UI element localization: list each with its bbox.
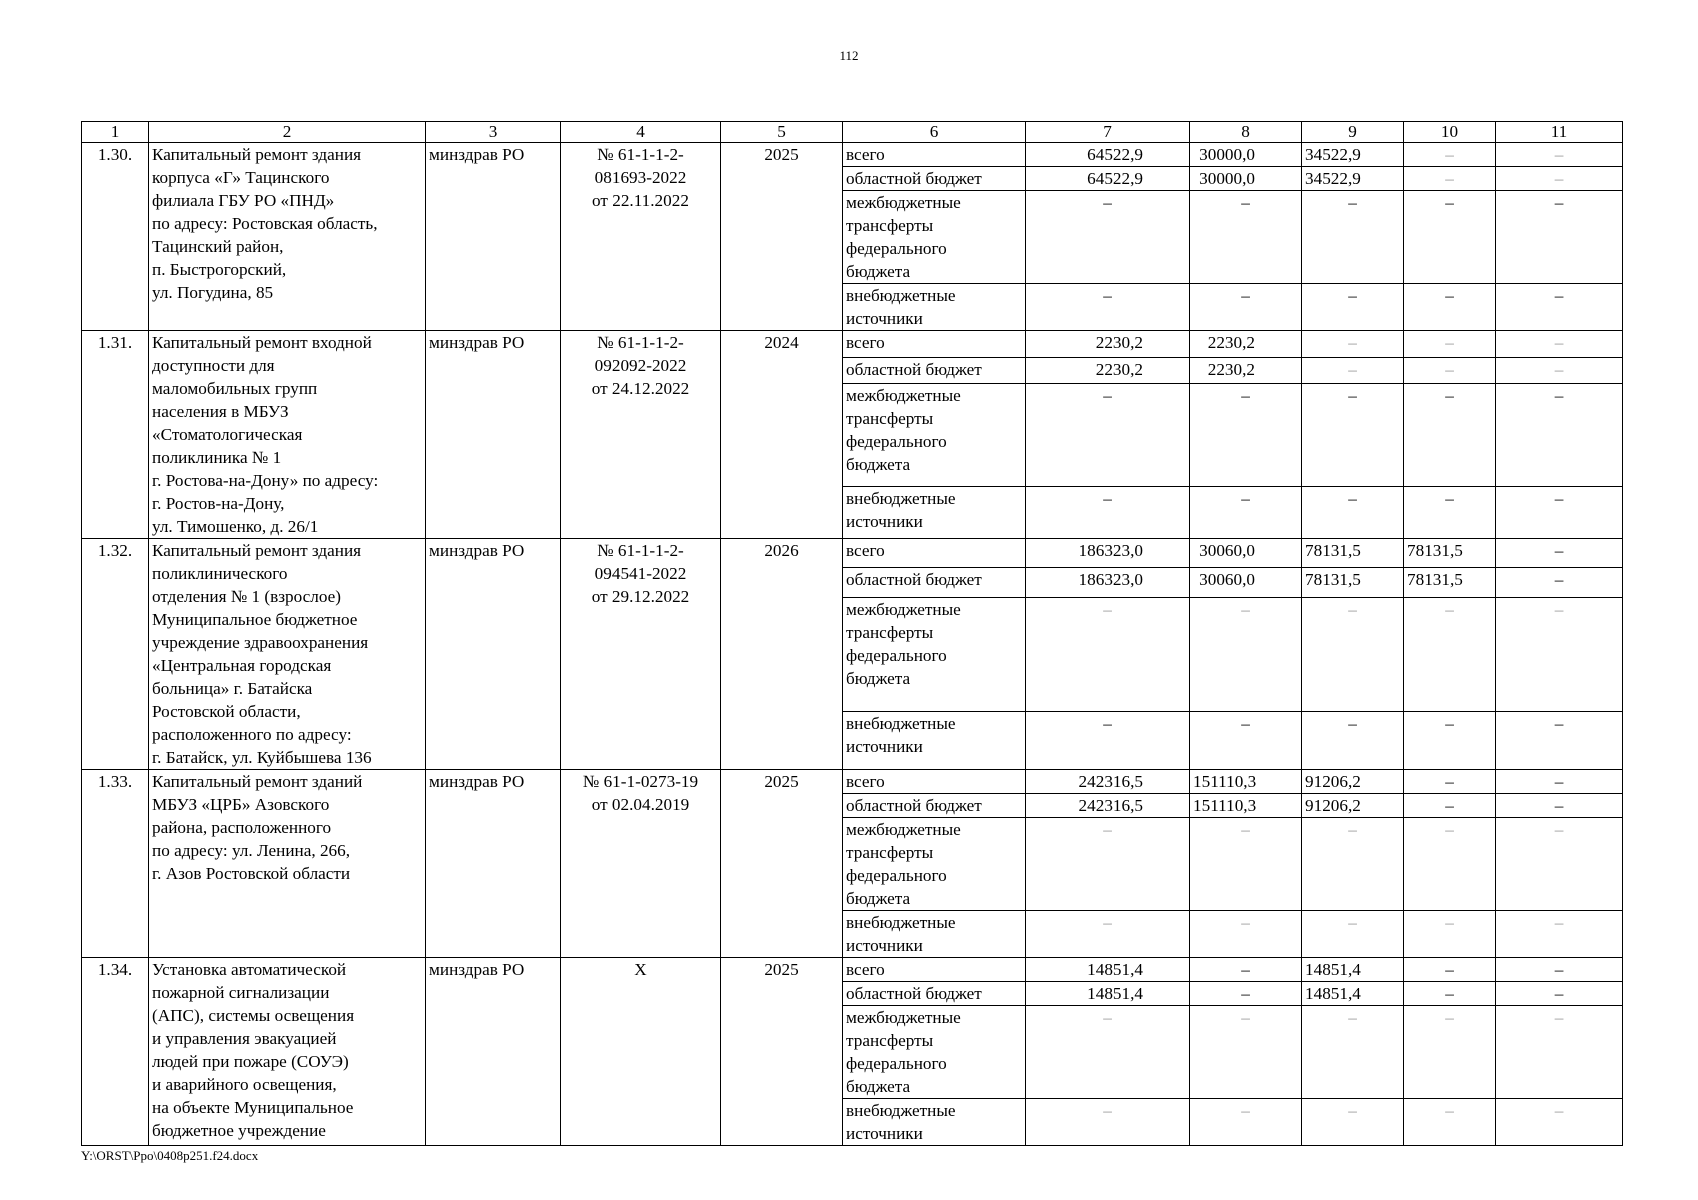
year3-amount: – — [1404, 384, 1496, 487]
year4-amount: – — [1496, 167, 1623, 191]
financing-table — [81, 121, 1623, 1146]
year1-amount: 2230,2 — [1190, 331, 1302, 358]
object-name: Капитальный ремонт входной доступности для маломобильных групп населения в МБУЗ «Стоматологическая поликлиника № 1 г. Ростова-на-Дону» по адресу: г. Ростов-на-Дону, ул. Тимошенко, д. 26/1 — [149, 331, 426, 539]
year2-amount: 78131,5 — [1302, 568, 1404, 597]
year4-amount: – — [1496, 331, 1623, 358]
object-name: Капитальный ремонт здания поликлинического отделения № 1 (взрослое) Муниципальное бюджетное учреждение здравоохранения «Центральная городская больница» г. Батайска Ростовской области, расположенного по адресу: г. Батайск, ул. Куйбышева 136 — [149, 539, 426, 770]
year4-amount: – — [1496, 597, 1623, 711]
funding-source: внебюджетные источники — [843, 284, 1026, 331]
year3-amount: – — [1404, 167, 1496, 191]
year1-amount: – — [1190, 958, 1302, 982]
year3-amount: – — [1404, 911, 1496, 958]
funding-source: всего — [843, 958, 1026, 982]
total-amount: – — [1026, 284, 1190, 331]
year4-amount: – — [1496, 1099, 1623, 1146]
year3-amount: – — [1404, 284, 1496, 331]
total-amount: 64522,9 — [1026, 143, 1190, 167]
funding-source: всего — [843, 770, 1026, 794]
completion-year: 2026 — [721, 539, 843, 770]
item-number: 1.32. — [82, 539, 149, 770]
year2-amount: – — [1302, 1099, 1404, 1146]
year3-amount: – — [1404, 770, 1496, 794]
total-amount: 2230,2 — [1026, 331, 1190, 358]
responsible-org: минздрав РО — [426, 958, 561, 1146]
funding-source: межбюджетные трансферты федерального бюджета — [843, 597, 1026, 711]
year4-amount: – — [1496, 982, 1623, 1006]
year1-amount: – — [1190, 712, 1302, 770]
year3-amount: – — [1404, 982, 1496, 1006]
year3-amount: – — [1404, 486, 1496, 538]
responsible-org: минздрав РО — [426, 331, 561, 539]
expertise-doc: № 61-1-0273-19 от 02.04.2019 — [561, 770, 721, 958]
year3-amount: – — [1404, 597, 1496, 711]
year1-amount: – — [1190, 486, 1302, 538]
year1-amount: 30000,0 — [1190, 143, 1302, 167]
year4-amount: – — [1496, 818, 1623, 911]
year2-amount: – — [1302, 911, 1404, 958]
table-row — [82, 539, 1623, 568]
col-header: 9 — [1302, 122, 1404, 143]
item-number: 1.31. — [82, 331, 149, 539]
year2-amount: – — [1302, 357, 1404, 384]
item-number: 1.33. — [82, 770, 149, 958]
year4-amount: – — [1496, 568, 1623, 597]
col-header: 3 — [426, 122, 561, 143]
year1-amount: 151110,3 — [1190, 794, 1302, 818]
year1-amount: – — [1190, 1099, 1302, 1146]
item-number: 1.30. — [82, 143, 149, 331]
funding-source: внебюджетные источники — [843, 1099, 1026, 1146]
funding-source: внебюджетные источники — [843, 486, 1026, 538]
expertise-doc: № 61-1-1-2- 094541-2022 от 29.12.2022 — [561, 539, 721, 770]
year1-amount: 151110,3 — [1190, 770, 1302, 794]
year1-amount: – — [1190, 1006, 1302, 1099]
total-amount: – — [1026, 597, 1190, 711]
year3-amount: – — [1404, 794, 1496, 818]
total-amount: 2230,2 — [1026, 357, 1190, 384]
funding-source: межбюджетные трансферты федерального бюджета — [843, 818, 1026, 911]
funding-source: внебюджетные источники — [843, 911, 1026, 958]
funding-source: областной бюджет — [843, 167, 1026, 191]
year3-amount: – — [1404, 1099, 1496, 1146]
year4-amount: – — [1496, 712, 1623, 770]
year2-amount: – — [1302, 818, 1404, 911]
year2-amount: 14851,4 — [1302, 958, 1404, 982]
funding-source: областной бюджет — [843, 568, 1026, 597]
responsible-org: минздрав РО — [426, 539, 561, 770]
completion-year: 2025 — [721, 958, 843, 1146]
responsible-org: минздрав РО — [426, 143, 561, 331]
year4-amount: – — [1496, 486, 1623, 538]
table-row — [82, 958, 1623, 982]
responsible-org: минздрав РО — [426, 770, 561, 958]
total-amount: 242316,5 — [1026, 794, 1190, 818]
total-amount: – — [1026, 1006, 1190, 1099]
year2-amount: – — [1302, 1006, 1404, 1099]
col-header: 4 — [561, 122, 721, 143]
total-amount: – — [1026, 1099, 1190, 1146]
col-header: 5 — [721, 122, 843, 143]
funding-source: внебюджетные источники — [843, 712, 1026, 770]
column-numbers-row — [82, 122, 1623, 143]
year1-amount: 30060,0 — [1190, 539, 1302, 568]
col-header: 8 — [1190, 122, 1302, 143]
col-header: 6 — [843, 122, 1026, 143]
footer-file-path: Y:\ORST\Ppo\0408p251.f24.docx — [81, 1148, 259, 1163]
total-amount: – — [1026, 911, 1190, 958]
funding-source: всего — [843, 331, 1026, 358]
completion-year: 2024 — [721, 331, 843, 539]
total-amount: – — [1026, 712, 1190, 770]
total-amount: 14851,4 — [1026, 958, 1190, 982]
object-name: Установка автоматической пожарной сигнализации (АПС), системы освещения и управления эвакуацией людей при пожаре (СОУЭ) и аварийного освещения, на объекте Муниципальное бюджетное учреждение — [149, 958, 426, 1146]
year4-amount: – — [1496, 191, 1623, 284]
object-name: Капитальный ремонт зданий МБУЗ «ЦРБ» Азовского района, расположенного по адресу: ул. Ленина, 266, г. Азов Ростовской области — [149, 770, 426, 958]
year3-amount: – — [1404, 357, 1496, 384]
year1-amount: – — [1190, 191, 1302, 284]
year1-amount: – — [1190, 818, 1302, 911]
year2-amount: 34522,9 — [1302, 167, 1404, 191]
year4-amount: – — [1496, 284, 1623, 331]
year3-amount: – — [1404, 958, 1496, 982]
total-amount: 64522,9 — [1026, 167, 1190, 191]
table-row — [82, 770, 1623, 794]
col-header: 10 — [1404, 122, 1496, 143]
year2-amount: – — [1302, 384, 1404, 487]
expertise-doc: № 61-1-1-2- 081693-2022 от 22.11.2022 — [561, 143, 721, 331]
year1-amount: – — [1190, 384, 1302, 487]
year4-amount: – — [1496, 384, 1623, 487]
funding-source: всего — [843, 143, 1026, 167]
item-number: 1.34. — [82, 958, 149, 1146]
year4-amount: – — [1496, 1006, 1623, 1099]
funding-source: областной бюджет — [843, 982, 1026, 1006]
total-amount: – — [1026, 818, 1190, 911]
table-row — [82, 331, 1623, 358]
year1-amount: 30060,0 — [1190, 568, 1302, 597]
funding-source: межбюджетные трансферты федерального бюджета — [843, 191, 1026, 284]
year2-amount: – — [1302, 486, 1404, 538]
col-header: 2 — [149, 122, 426, 143]
completion-year: 2025 — [721, 770, 843, 958]
year3-amount: – — [1404, 191, 1496, 284]
year2-amount: 34522,9 — [1302, 143, 1404, 167]
year2-amount: – — [1302, 191, 1404, 284]
year3-amount: – — [1404, 143, 1496, 167]
total-amount: 14851,4 — [1026, 982, 1190, 1006]
year4-amount: – — [1496, 143, 1623, 167]
year2-amount: 91206,2 — [1302, 794, 1404, 818]
total-amount: 186323,0 — [1026, 539, 1190, 568]
year2-amount: – — [1302, 284, 1404, 331]
year4-amount: – — [1496, 539, 1623, 568]
col-header: 1 — [82, 122, 149, 143]
year3-amount: 78131,5 — [1404, 568, 1496, 597]
year3-amount: – — [1404, 331, 1496, 358]
funding-source: межбюджетные трансферты федерального бюджета — [843, 384, 1026, 487]
funding-source: межбюджетные трансферты федерального бюджета — [843, 1006, 1026, 1099]
year1-amount: 2230,2 — [1190, 357, 1302, 384]
year4-amount: – — [1496, 958, 1623, 982]
table-row — [82, 143, 1623, 167]
year1-amount: – — [1190, 284, 1302, 331]
year2-amount: 14851,4 — [1302, 982, 1404, 1006]
year3-amount: 78131,5 — [1404, 539, 1496, 568]
year4-amount: – — [1496, 770, 1623, 794]
col-header: 7 — [1026, 122, 1190, 143]
object-name: Капитальный ремонт здания корпуса «Г» Тацинского филиала ГБУ РО «ПНД» по адресу: Ростовская область, Тацинский район, п. Быстрогорский, ул. Погудина, 85 — [149, 143, 426, 331]
year4-amount: – — [1496, 911, 1623, 958]
year1-amount: – — [1190, 982, 1302, 1006]
col-header: 11 — [1496, 122, 1623, 143]
expertise-doc: № 61-1-1-2- 092092-2022 от 24.12.2022 — [561, 331, 721, 539]
funding-source: областной бюджет — [843, 357, 1026, 384]
total-amount: – — [1026, 384, 1190, 487]
year4-amount: – — [1496, 794, 1623, 818]
total-amount: – — [1026, 191, 1190, 284]
total-amount: 186323,0 — [1026, 568, 1190, 597]
total-amount: 242316,5 — [1026, 770, 1190, 794]
year1-amount: 30000,0 — [1190, 167, 1302, 191]
page-number: 112 — [839, 48, 859, 63]
year1-amount: – — [1190, 597, 1302, 711]
year3-amount: – — [1404, 712, 1496, 770]
year2-amount: 91206,2 — [1302, 770, 1404, 794]
total-amount: – — [1026, 486, 1190, 538]
year2-amount: 78131,5 — [1302, 539, 1404, 568]
year4-amount: – — [1496, 357, 1623, 384]
year1-amount: – — [1190, 911, 1302, 958]
year2-amount: – — [1302, 712, 1404, 770]
year2-amount: – — [1302, 597, 1404, 711]
year2-amount: – — [1302, 331, 1404, 358]
year3-amount: – — [1404, 1006, 1496, 1099]
completion-year: 2025 — [721, 143, 843, 331]
funding-source: областной бюджет — [843, 794, 1026, 818]
year3-amount: – — [1404, 818, 1496, 911]
funding-source: всего — [843, 539, 1026, 568]
expertise-doc: Х — [561, 958, 721, 1146]
